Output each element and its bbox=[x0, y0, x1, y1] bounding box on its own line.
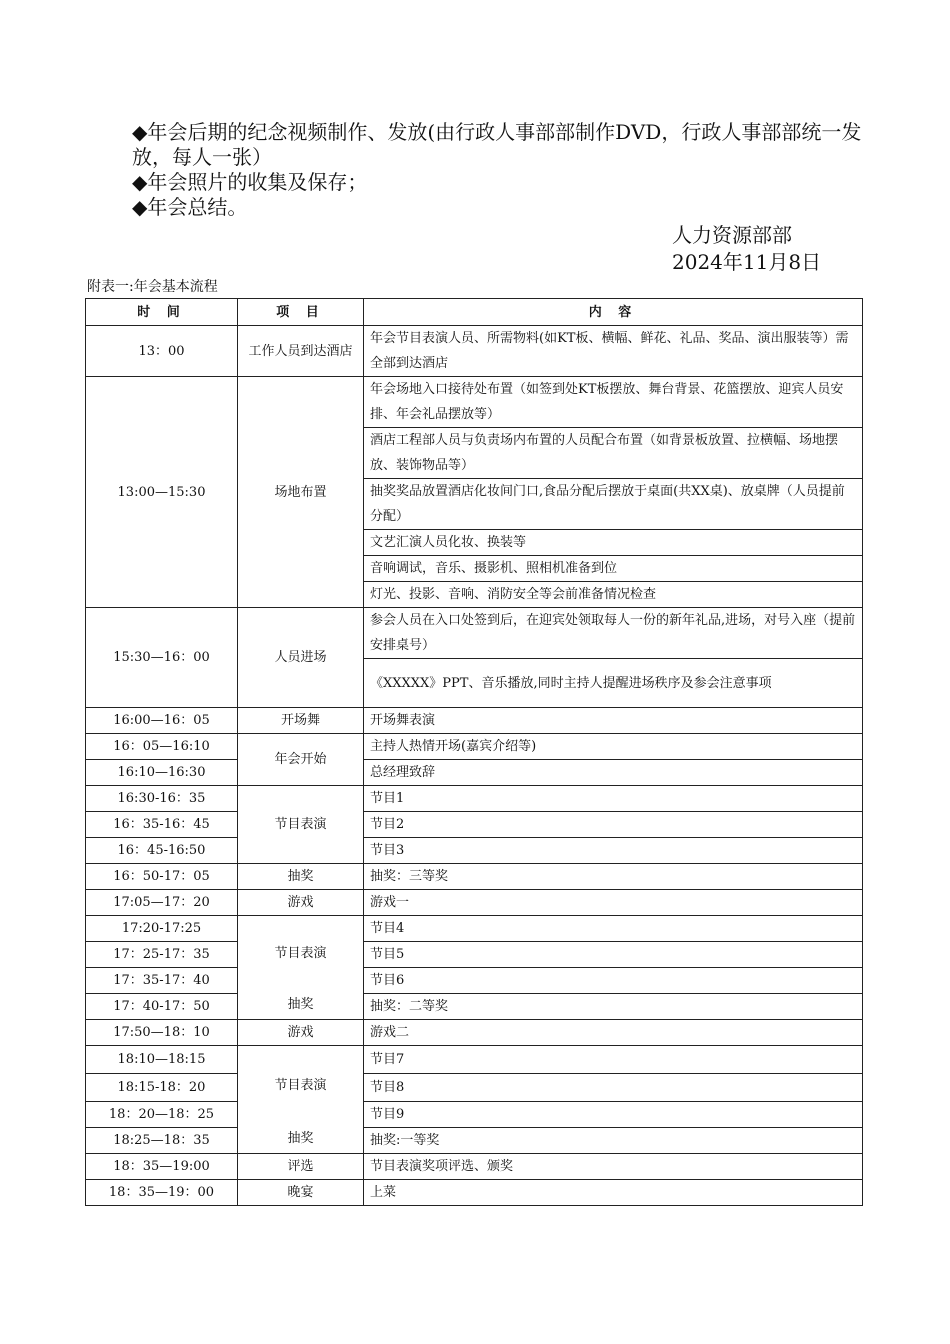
content-cell: 年会场地入口接待处布置（如签到处KT板摆放、舞台背景、花篮摆放、迎宾人员安排、年会礼品摆放等） bbox=[364, 377, 863, 428]
content-cell: 节目4 bbox=[364, 916, 863, 942]
schedule-table bbox=[85, 298, 863, 1206]
content-cell: 文艺汇演人员化妆、换装等 bbox=[364, 530, 863, 556]
table-row bbox=[86, 1046, 863, 1074]
intro-line-photos: ◆年会照片的收集及保存； bbox=[132, 170, 368, 194]
time-cell: 17:50—18：10 bbox=[86, 1020, 238, 1046]
table-header-row bbox=[86, 299, 863, 326]
item-cell: 人员进场 bbox=[238, 608, 364, 708]
item-label-program: 节目表演 bbox=[274, 1078, 327, 1093]
table-row bbox=[86, 1180, 863, 1206]
table-row bbox=[86, 916, 863, 942]
table-row bbox=[86, 326, 863, 377]
time-cell: 18:25—18：35 bbox=[86, 1128, 238, 1154]
item-cell: 节目表演 bbox=[238, 786, 364, 864]
item-cell: 年会开始 bbox=[238, 734, 364, 786]
content-cell: 灯光、投影、音响、消防安全等会前准备情况检查 bbox=[364, 582, 863, 608]
time-cell: 17：40-17：50 bbox=[86, 994, 238, 1020]
time-cell: 16：50-17：05 bbox=[86, 864, 238, 890]
content-cell: 酒店工程部人员与负责场内布置的人员配合布置（如背景板放置、拉横幅、场地摆放、装饰物品等） bbox=[364, 428, 863, 479]
table-row bbox=[86, 1128, 863, 1154]
table-row bbox=[86, 812, 863, 838]
content-cell: 节目8 bbox=[364, 1074, 863, 1102]
content-cell: 节目2 bbox=[364, 812, 863, 838]
content-cell: 游戏二 bbox=[364, 1020, 863, 1046]
table-row bbox=[86, 608, 863, 659]
content-cell: 节目3 bbox=[364, 838, 863, 864]
content-cell: 总经理致辞 bbox=[364, 760, 863, 786]
content-cell: 节目1 bbox=[364, 786, 863, 812]
time-cell: 18：35—19:00 bbox=[86, 1154, 238, 1180]
item-label-lottery: 抽奖 bbox=[287, 1131, 314, 1146]
header-content: 内 容 bbox=[364, 299, 863, 326]
table-row bbox=[86, 786, 863, 812]
table-row bbox=[86, 994, 863, 1020]
signature-block bbox=[672, 222, 821, 276]
intro-section bbox=[88, 120, 878, 220]
content-cell: 节目5 bbox=[364, 942, 863, 968]
item-cell: 游戏 bbox=[238, 1020, 364, 1046]
table-row bbox=[86, 838, 863, 864]
time-cell: 17:20-17:25 bbox=[86, 916, 238, 942]
time-cell: 16：35-16：45 bbox=[86, 812, 238, 838]
time-cell: 16：05—16:10 bbox=[86, 734, 238, 760]
item-label-lottery: 抽奖 bbox=[287, 997, 314, 1012]
time-cell: 13:00—15:30 bbox=[86, 377, 238, 608]
table-caption: 附表一:年会基本流程 bbox=[87, 279, 218, 295]
table-row bbox=[86, 734, 863, 760]
content-cell: 抽奖：三等奖 bbox=[364, 864, 863, 890]
content-cell: 主持人热情开场(嘉宾介绍等) bbox=[364, 734, 863, 760]
item-cell: 工作人员到达酒店 bbox=[238, 326, 364, 377]
time-cell: 16：45-16:50 bbox=[86, 838, 238, 864]
header-time: 时 间 bbox=[86, 299, 238, 326]
table-row bbox=[86, 1074, 863, 1102]
table-row bbox=[86, 942, 863, 968]
time-cell: 16:00—16：05 bbox=[86, 708, 238, 734]
table-row bbox=[86, 708, 863, 734]
item-cell: 开场舞 bbox=[238, 708, 364, 734]
time-cell: 18：35—19：00 bbox=[86, 1180, 238, 1206]
content-cell: 上菜 bbox=[364, 1180, 863, 1206]
table-row bbox=[86, 760, 863, 786]
content-cell: 节目6 bbox=[364, 968, 863, 994]
time-cell: 13：00 bbox=[86, 326, 238, 377]
content-cell: 年会节目表演人员、所需物料(如KT板、横幅、鲜花、礼品、奖品、演出服装等）需全部到达酒店 bbox=[364, 326, 863, 377]
item-cell-merged bbox=[238, 916, 364, 1020]
table-row bbox=[86, 377, 863, 428]
table-row bbox=[86, 1154, 863, 1180]
content-cell: 音响调试，音乐、摄影机、照相机准备到位 bbox=[364, 556, 863, 582]
table-row bbox=[86, 1020, 863, 1046]
table-row bbox=[86, 890, 863, 916]
item-label-program: 节目表演 bbox=[274, 946, 327, 961]
content-cell: 节目7 bbox=[364, 1046, 863, 1074]
content-cell: 开场舞表演 bbox=[364, 708, 863, 734]
table-row bbox=[86, 864, 863, 890]
content-cell: 节目表演奖项评选、颁奖 bbox=[364, 1154, 863, 1180]
content-cell: 抽奖：二等奖 bbox=[364, 994, 863, 1020]
table-row bbox=[86, 1102, 863, 1128]
time-cell: 17：35-17：40 bbox=[86, 968, 238, 994]
time-cell: 17：25-17：35 bbox=[86, 942, 238, 968]
time-cell: 18:10—18:15 bbox=[86, 1046, 238, 1074]
time-cell: 17:05—17：20 bbox=[86, 890, 238, 916]
time-cell: 18：20—18：25 bbox=[86, 1102, 238, 1128]
item-cell: 评选 bbox=[238, 1154, 364, 1180]
content-cell: 参会人员在入口处签到后，在迎宾处领取每人一份的新年礼品,进场，对号入座（提前安排桌号） bbox=[364, 608, 863, 659]
signature-department: 人力资源部部 bbox=[672, 223, 792, 247]
time-cell: 16:30-16：35 bbox=[86, 786, 238, 812]
time-cell: 18:15-18：20 bbox=[86, 1074, 238, 1102]
table-row bbox=[86, 968, 863, 994]
intro-line-video: ◆年会后期的纪念视频制作、发放(由行政人事部部制作DVD，行政人事部部统一发放，每人一张） bbox=[132, 120, 862, 169]
item-cell: 抽奖 bbox=[238, 864, 364, 890]
content-cell: 抽奖奖品放置酒店化妆间门口,食品分配后摆放于桌面(共XX桌)、放桌牌（人员提前分配） bbox=[364, 479, 863, 530]
time-cell: 15:30—16：00 bbox=[86, 608, 238, 708]
content-cell: 《XXXXX》PPT、音乐播放,同时主持人提醒进场秩序及参会注意事项 bbox=[364, 659, 863, 708]
header-item: 项 目 bbox=[238, 299, 364, 326]
intro-line-summary: ◆年会总结。 bbox=[132, 195, 248, 219]
content-cell: 节目9 bbox=[364, 1102, 863, 1128]
item-cell: 晚宴 bbox=[238, 1180, 364, 1206]
item-cell: 场地布置 bbox=[238, 377, 364, 608]
item-cell: 游戏 bbox=[238, 890, 364, 916]
content-cell: 抽奖:一等奖 bbox=[364, 1128, 863, 1154]
signature-date: 2024年11月8日 bbox=[672, 250, 822, 274]
content-cell: 游戏一 bbox=[364, 890, 863, 916]
time-cell: 16:10—16:30 bbox=[86, 760, 238, 786]
item-cell-merged bbox=[238, 1046, 364, 1154]
